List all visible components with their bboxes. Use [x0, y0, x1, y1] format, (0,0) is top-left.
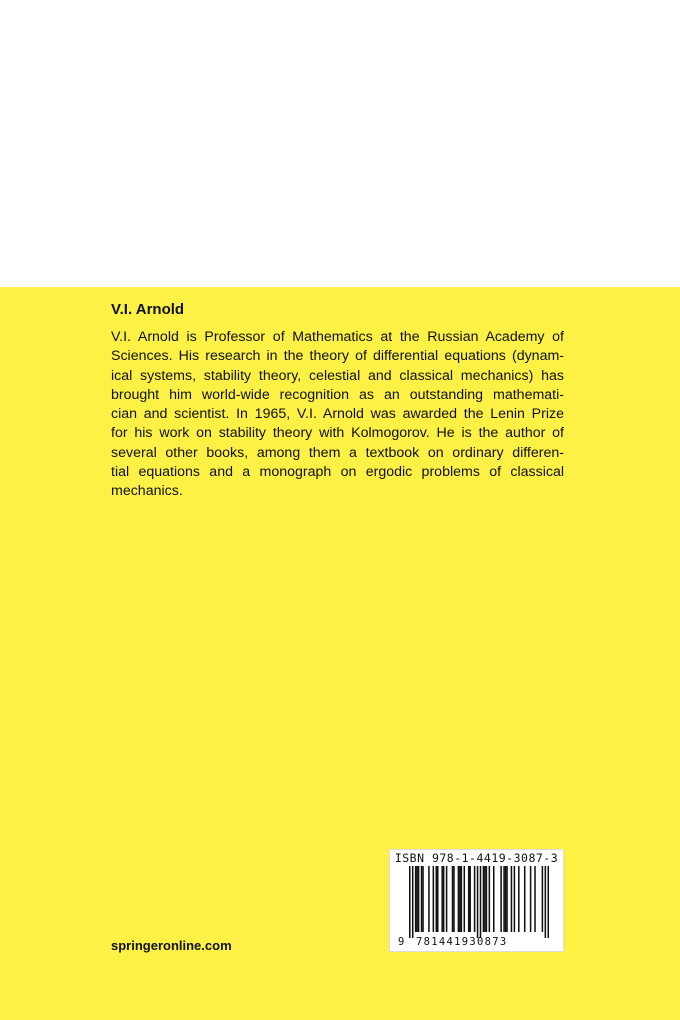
cover-top-blank: [0, 0, 680, 287]
barcode-bar: [511, 866, 513, 932]
bio-line: for his work on stability theory with Kolmogorov. He is the author of: [111, 425, 564, 442]
barcode-bar: [452, 866, 454, 932]
barcode-bar: [514, 866, 516, 932]
barcode-bar: [437, 866, 439, 932]
barcode-bar: [433, 866, 435, 932]
publisher-website: springeronline.com: [111, 938, 232, 953]
author-bio: [111, 328, 564, 502]
isbn-barcode: [389, 849, 564, 952]
bio-line: tial equations and a monograph on ergodic problems of classical: [111, 464, 564, 481]
barcode-bar: [506, 866, 508, 932]
barcode-bar: [480, 866, 482, 938]
bio-line: mechanics.: [111, 483, 183, 500]
barcode-bar: [477, 866, 479, 938]
barcode-bar: [545, 866, 547, 938]
author-name: V.I. Arnold: [111, 301, 185, 318]
barcode-digits: 781441930873: [416, 936, 508, 948]
barcode-bar: [469, 866, 471, 932]
barcode-bar: [436, 866, 438, 932]
barcode-bar: [459, 866, 461, 932]
barcode-bar: [464, 866, 466, 932]
barcode-lead-digit: 9: [398, 936, 405, 948]
barcode-bar: [524, 866, 526, 932]
bio-line: ical systems, stability theory, celestial and classical mechanics) has: [111, 367, 564, 384]
barcode-bar: [453, 866, 455, 932]
barcode-bar: [422, 866, 424, 932]
barcode-bar: [484, 866, 486, 932]
barcode-bar: [474, 866, 476, 932]
barcode-bar: [489, 866, 491, 932]
barcode-bar: [500, 866, 502, 932]
barcode-bar: [409, 866, 411, 938]
barcode-bar: [493, 866, 495, 932]
barcode-bars: [409, 866, 549, 938]
bio-line: several other books, among them a textbook on ordinary differen-: [111, 444, 564, 461]
barcode-bar: [534, 866, 536, 932]
barcode-bar: [486, 866, 488, 932]
barcode-bar: [421, 866, 423, 932]
barcode-bar: [428, 866, 430, 932]
barcode-bar: [441, 866, 443, 932]
barcode-bar: [503, 866, 505, 932]
barcode-bar: [415, 866, 417, 932]
bio-line: V.I. Arnold is Professor of Mathematics at the Russian Academy of: [111, 329, 564, 345]
barcode-bar: [468, 866, 470, 932]
barcode-bar: [548, 866, 549, 938]
barcode-bar: [483, 866, 485, 932]
isbn-label: ISBN 978-1-4419-3087-3: [394, 851, 559, 865]
barcode-bar: [443, 866, 445, 932]
barcode-bar: [505, 866, 507, 932]
barcode-bar: [518, 866, 520, 932]
barcode-bar: [530, 866, 532, 932]
bio-line: Sciences. His research in the theory of differential equations (dynam-: [111, 348, 564, 365]
barcode-bar: [446, 866, 448, 932]
barcode-bar: [418, 866, 420, 932]
barcode-bar: [542, 866, 544, 932]
bio-line: cian and scientist. In 1965, V.I. Arnold was awarded the Lenin Prize: [111, 406, 564, 423]
bio-line: brought him world-wide recognition as an outstanding mathemati-: [111, 386, 564, 403]
barcode-bar: [416, 866, 418, 932]
barcode-bar: [458, 866, 460, 932]
barcode-bar: [461, 866, 463, 932]
barcode-bar: [412, 866, 414, 938]
